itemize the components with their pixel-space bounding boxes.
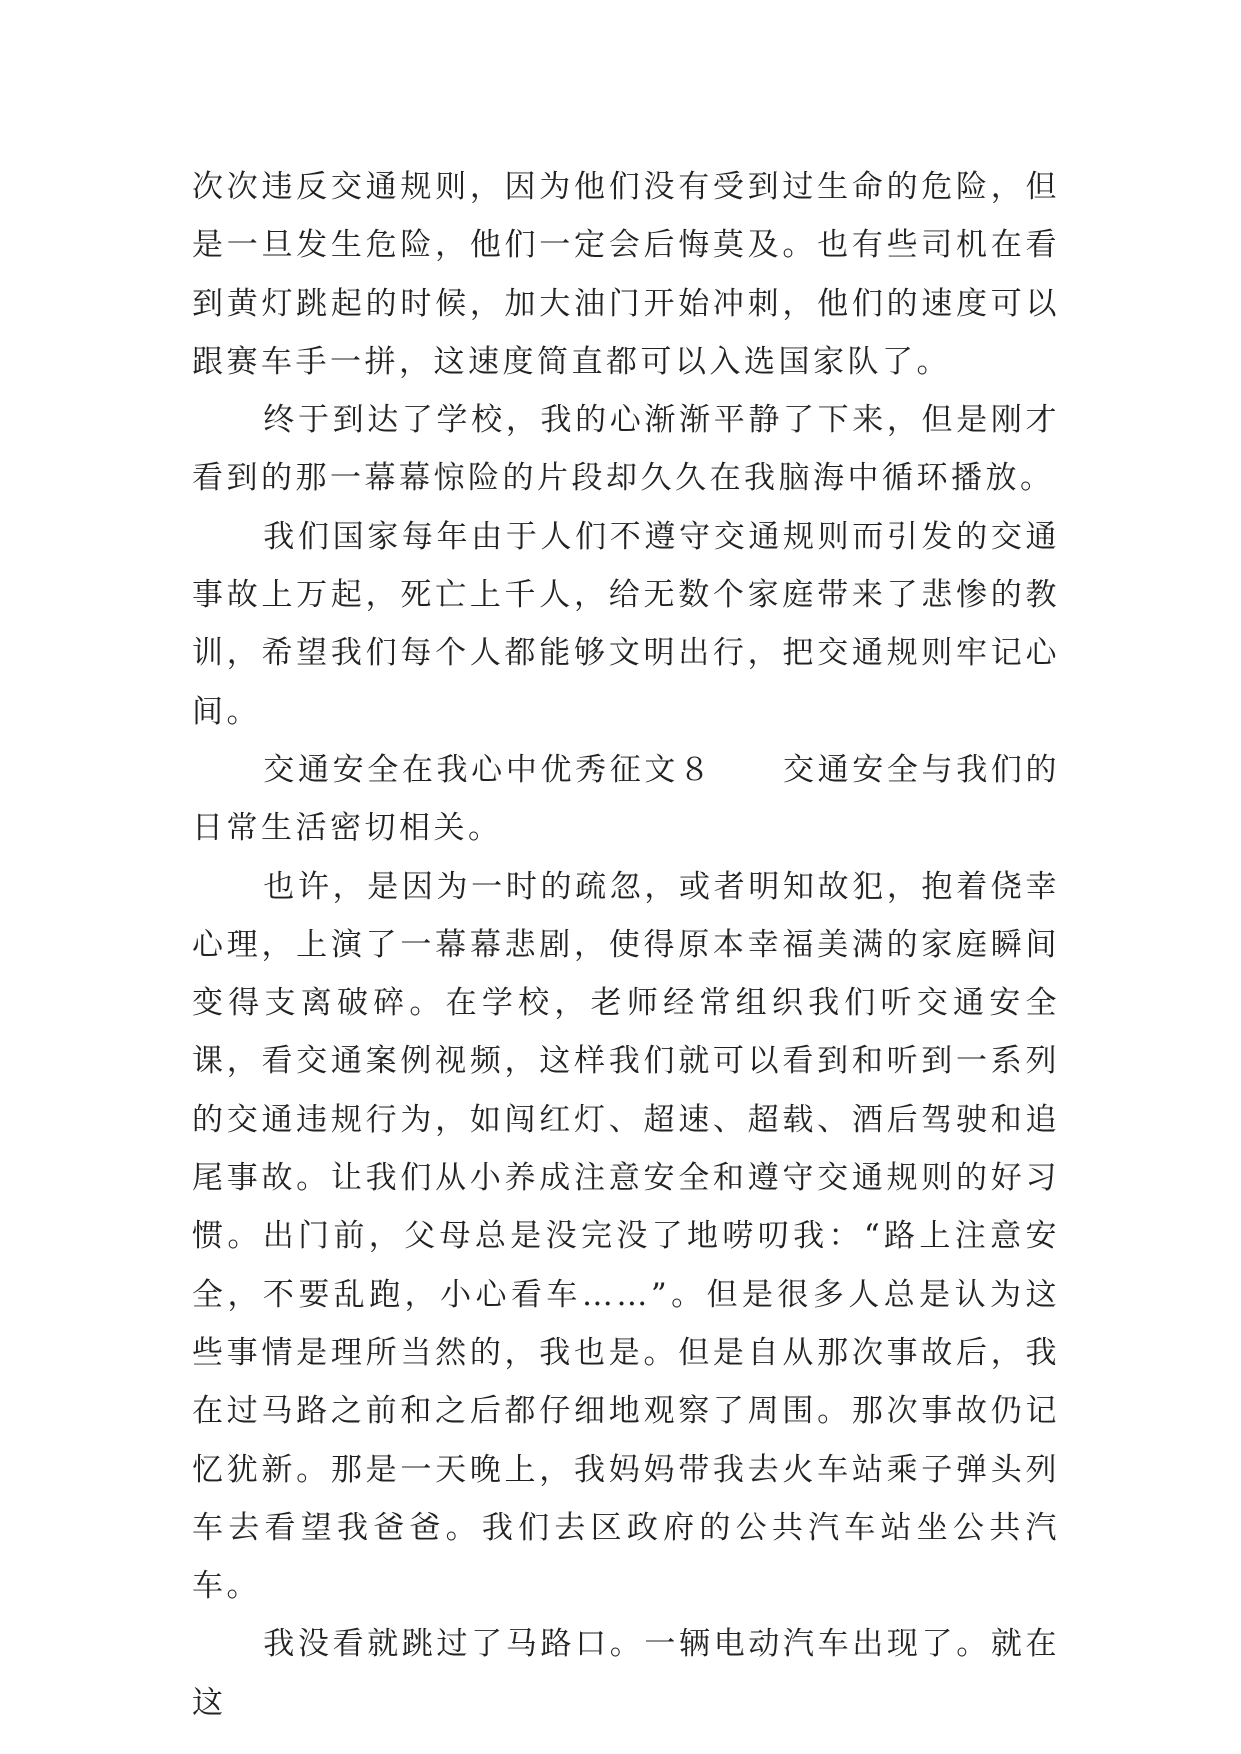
paragraph: 我们国家每年由于人们不遵守交通规则而引发的交通事故上万起，死亡上千人，给无数个家庭带来了悲惨的教训，希望我们每个人都能够文明出行，把交通规则牢记心间。 [192, 518, 1060, 730]
paragraph: 我没看就跳过了马路口。一辆电动汽车出现了。就在这 [192, 1626, 1060, 1721]
body-text [192, 158, 1060, 1732]
paragraph: 交通安全在我心中优秀征文８ 交通安全与我们的日常生活密切相关。 [192, 751, 1060, 847]
paragraph: 终于到达了学校，我的心渐渐平静了下来，但是刚才看到的那一幕幕惊险的片段却久久在我脑海中循环播放。 [192, 402, 1060, 497]
paragraph: 次次违反交通规则，因为他们没有受到过生命的危险，但是一旦发生危险，他们一定会后悔莫及。也有些司机在看到黄灯跳起的时候，加大油门开始冲刺，他们的速度可以跟赛车手一拼，这速度简直都可以入选国家队了。 [192, 169, 1060, 380]
paragraph: 也许，是因为一时的疏忽，或者明知故犯，抱着侥幸心理，上演了一幕幕悲剧，使得原本幸福美满的家庭瞬间变得支离破碎。在学校，老师经常组织我们听交通安全课，看交通案例视频，这样我们就可以看到和听到一系列的交通违规行为，如闯红灯、超速、超载、酒后驾驶和追尾事故。让我们从小养成注意安全和遵守交通规则的好习惯。出门前，父母总是没完没了地唠叨我：“路上注意安全，不要乱跑，小心看车……”。但是很多人总是认为这些事情是理所当然的，我也是。但是自从那次事故后，我在过马路之前和之后都仔细地观察了周围。那次事故仍记忆犹新。那是一天晚上，我妈妈带我去火车站乘子弹头列车去看望我爸爸。我们去区政府的公共汽车站坐公共汽车。 [192, 868, 1060, 1605]
